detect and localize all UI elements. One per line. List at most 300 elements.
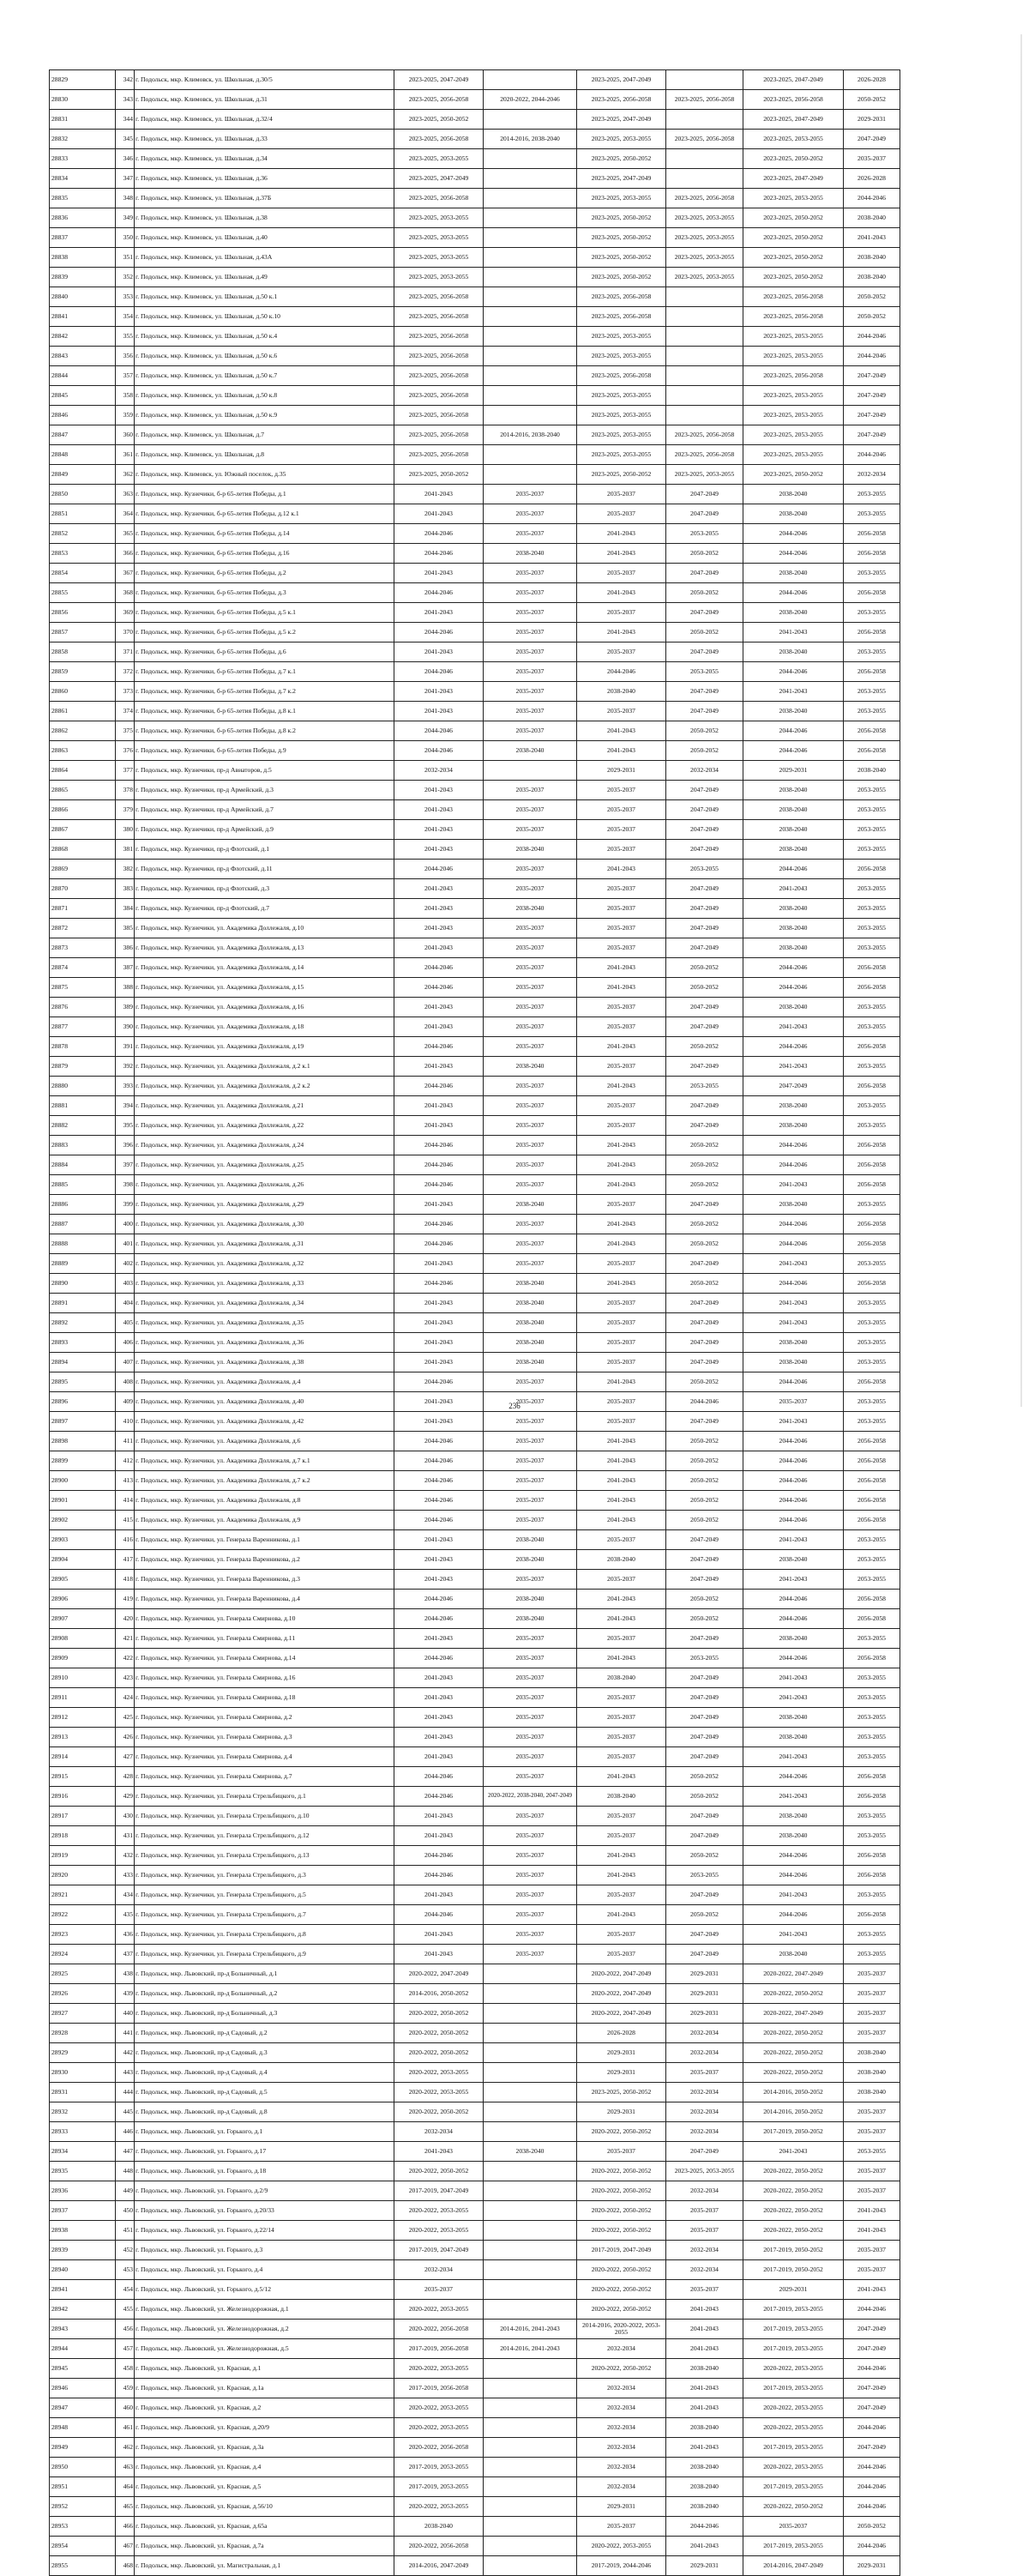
cell-period-5: 2023-2025, 2056-2058: [743, 307, 844, 327]
cell-period-6: 2041-2043: [844, 2221, 900, 2241]
table-row: [50, 741, 900, 761]
table-row: [50, 1530, 900, 1550]
cell-period-2: 2035-2037: [484, 1728, 577, 1747]
cell-period-1: 2023-2025, 2053-2055: [394, 228, 484, 248]
row-id: 28903: [50, 1530, 116, 1550]
cell-period-5: 2038-2040: [743, 1945, 844, 1964]
table-row: [50, 386, 900, 406]
row-id: 28843: [50, 347, 116, 366]
cell-period-5: 2044-2046: [743, 1432, 844, 1451]
table-row: [50, 189, 900, 208]
row-number: 419: [116, 1590, 135, 1609]
row-address: г. Подольск, мкр. Кузнечики, пр-д Флотский, д.7: [135, 899, 394, 919]
cell-period-3: 2017-2019, 2044-2046: [577, 2556, 666, 2576]
cell-period-2: 2038-2040: [484, 899, 577, 919]
cell-period-3: 2035-2037: [577, 1096, 666, 1116]
row-id: 28868: [50, 840, 116, 860]
cell-period-6: 2035-2037: [844, 2181, 900, 2201]
cell-period-1: 2041-2043: [394, 1392, 484, 1412]
cell-period-2: 2038-2040: [484, 1530, 577, 1550]
cell-period-3: 2032-2034: [577, 2477, 666, 2497]
cell-period-2: 2014-2016, 2041-2043: [484, 2320, 577, 2339]
cell-period-1: 2017-2019, 2053-2055: [394, 2477, 484, 2497]
table-row: [50, 1826, 900, 1846]
cell-period-3: 2035-2037: [577, 564, 666, 583]
cell-period-1: 2044-2046: [394, 958, 484, 978]
table-row: [50, 1096, 900, 1116]
row-address: г. Подольск, мкр. Климовск, ул. Школьная, д.31: [135, 90, 394, 110]
cell-period-3: 2035-2037: [577, 603, 666, 623]
row-number: 378: [116, 781, 135, 800]
cell-period-6: 2053-2055: [844, 1925, 900, 1945]
table-row: [50, 2280, 900, 2300]
row-address: г. Подольск, мкр. Кузнечики, ул. Генерала Смирнова, д.18: [135, 1688, 394, 1708]
row-address: г. Подольск, мкр. Львовский, ул. Железнодорожная, д.1: [135, 2300, 394, 2320]
cell-period-5: 2044-2046: [743, 1590, 844, 1609]
cell-period-4: 2047-2049: [666, 1826, 743, 1846]
row-number: 350: [116, 228, 135, 248]
table-row: [50, 2339, 900, 2359]
cell-period-4: 2029-2031: [666, 1984, 743, 2004]
cell-period-5: 2044-2046: [743, 1471, 844, 1491]
cell-period-6: 2038-2040: [844, 268, 900, 287]
table-row: [50, 2063, 900, 2083]
row-number: 451: [116, 2221, 135, 2241]
cell-period-4: 2050-2052: [666, 1372, 743, 1392]
row-number: 426: [116, 1728, 135, 1747]
row-address: г. Подольск, мкр. Кузнечики, ул. Генерала Варенникова, д.4: [135, 1590, 394, 1609]
cell-period-2: 2035-2037: [484, 1649, 577, 1668]
cell-period-4: 2047-2049: [666, 564, 743, 583]
row-address: г. Подольск, мкр. Кузнечики, ул. Академика Доллежаля, д.24: [135, 1136, 394, 1155]
row-address: г. Подольск, мкр. Львовский, ул. Горького, д.3: [135, 2241, 394, 2260]
cell-period-1: 2044-2046: [394, 1590, 484, 1609]
row-id: 28910: [50, 1668, 116, 1688]
row-id: 28838: [50, 248, 116, 268]
row-address: г. Подольск, мкр. Кузнечики, ул. Академика Доллежаля, д.42: [135, 1412, 394, 1432]
row-number: 387: [116, 958, 135, 978]
table-row: [50, 2359, 900, 2379]
cell-period-1: 2044-2046: [394, 583, 484, 603]
table-row: [50, 1688, 900, 1708]
cell-period-5: 2038-2040: [743, 840, 844, 860]
cell-period-2: 2035-2037: [484, 642, 577, 662]
table-row: [50, 958, 900, 978]
row-address: г. Подольск, мкр. Кузнечики, б-р 65-летия Победы, д.6: [135, 642, 394, 662]
table-row: [50, 2181, 900, 2201]
row-id: 28899: [50, 1451, 116, 1471]
row-number: 383: [116, 879, 135, 899]
table-row: [50, 2043, 900, 2063]
table-row: [50, 1274, 900, 1294]
cell-period-5: 2035-2037: [743, 1392, 844, 1412]
cell-period-1: 2023-2025, 2047-2049: [394, 169, 484, 189]
row-address: г. Подольск, мкр. Кузнечики, ул. Генерала Стрельбицкого, д.8: [135, 1925, 394, 1945]
cell-period-1: 2041-2043: [394, 1313, 484, 1333]
cell-period-6: 2032-2034: [844, 465, 900, 485]
row-address: г. Подольск, мкр. Кузнечики, ул. Генерала Смирнова, д.4: [135, 1747, 394, 1767]
cell-period-1: 2041-2043: [394, 1807, 484, 1826]
cell-period-6: 2053-2055: [844, 1116, 900, 1136]
cell-period-6: 2056-2058: [844, 524, 900, 544]
cell-period-5: 2044-2046: [743, 860, 844, 879]
cell-period-6: 2056-2058: [844, 1037, 900, 1057]
row-id: 28927: [50, 2004, 116, 2024]
row-address: г. Подольск, мкр. Кузнечики, б-р 65-летия Победы, д.3: [135, 583, 394, 603]
table-row: [50, 583, 900, 603]
cell-period-4: 2050-2052: [666, 1590, 743, 1609]
cell-period-5: 2044-2046: [743, 958, 844, 978]
cell-period-6: 2035-2037: [844, 149, 900, 169]
table-row: [50, 2142, 900, 2162]
cell-period-2: 2035-2037: [484, 820, 577, 840]
table-row: [50, 840, 900, 860]
cell-period-4: 2047-2049: [666, 781, 743, 800]
cell-period-3: 2020-2022, 2050-2052: [577, 2359, 666, 2379]
cell-period-2: [484, 445, 577, 465]
cell-period-2: 2035-2037: [484, 1866, 577, 1885]
cell-period-1: 2044-2046: [394, 721, 484, 741]
cell-period-3: 2035-2037: [577, 998, 666, 1017]
row-number: 468: [116, 2556, 135, 2576]
table-row: [50, 149, 900, 169]
row-address: г. Подольск, мкр. Кузнечики, ул. Академика Доллежаля, д.19: [135, 1037, 394, 1057]
cell-period-6: 2047-2049: [844, 2398, 900, 2418]
table-row: [50, 1609, 900, 1629]
cell-period-6: 2047-2049: [844, 2320, 900, 2339]
cell-period-5: 2017-2019, 2053-2055: [743, 2300, 844, 2320]
row-id: 28865: [50, 781, 116, 800]
cell-period-2: [484, 228, 577, 248]
cell-period-4: 2038-2040: [666, 2477, 743, 2497]
cell-period-2: [484, 1964, 577, 1984]
row-id: 28912: [50, 1708, 116, 1728]
cell-period-3: 2041-2043: [577, 721, 666, 741]
row-id: 28871: [50, 899, 116, 919]
cell-period-1: 2044-2046: [394, 1451, 484, 1471]
cell-period-1: 2020-2022, 2053-2055: [394, 2359, 484, 2379]
cell-period-2: 2035-2037: [484, 1708, 577, 1728]
row-number: 400: [116, 1215, 135, 1234]
cell-period-5: 2023-2025, 2053-2055: [743, 130, 844, 149]
row-address: г. Подольск, мкр. Кузнечики, б-р 65-летия Победы, д.2: [135, 564, 394, 583]
row-number: 424: [116, 1688, 135, 1708]
cell-period-4: 2053-2055: [666, 860, 743, 879]
cell-period-5: 2044-2046: [743, 583, 844, 603]
cell-period-6: 2056-2058: [844, 1175, 900, 1195]
row-address: г. Подольск, мкр. Климовск, ул. Школьная, д.50 к.4: [135, 327, 394, 347]
cell-period-3: 2041-2043: [577, 623, 666, 642]
cell-period-2: 2038-2040: [484, 1274, 577, 1294]
cell-period-4: 2047-2049: [666, 603, 743, 623]
cell-period-6: 2056-2058: [844, 958, 900, 978]
cell-period-2: 2038-2040: [484, 1550, 577, 1570]
row-address: г. Подольск, мкр. Климовск, ул. Школьная, д.7: [135, 425, 394, 445]
row-id: 28839: [50, 268, 116, 287]
row-id: 28939: [50, 2241, 116, 2260]
cell-period-5: 2038-2040: [743, 1550, 844, 1570]
cell-period-5: 2044-2046: [743, 1274, 844, 1294]
row-number: 415: [116, 1511, 135, 1530]
cell-period-1: 2032-2034: [394, 2260, 484, 2280]
row-id: 28954: [50, 2537, 116, 2556]
cell-period-5: 2044-2046: [743, 1451, 844, 1471]
cell-period-3: 2038-2040: [577, 1668, 666, 1688]
row-id: 28901: [50, 1491, 116, 1511]
row-id: 28925: [50, 1964, 116, 1984]
cell-period-3: 2041-2043: [577, 524, 666, 544]
cell-period-4: [666, 366, 743, 386]
cell-period-5: 2038-2040: [743, 504, 844, 524]
cell-period-4: 2047-2049: [666, 1294, 743, 1313]
cell-period-6: 2041-2043: [844, 2201, 900, 2221]
cell-period-3: 2035-2037: [577, 1333, 666, 1353]
row-address: г. Подольск, мкр. Львовский, ул. Красная, д.2: [135, 2398, 394, 2418]
cell-period-6: 2053-2055: [844, 1294, 900, 1313]
cell-period-1: 2023-2025, 2056-2058: [394, 189, 484, 208]
row-address: г. Подольск, мкр. Кузнечики, б-р 65-летия Победы, д.1: [135, 485, 394, 504]
cell-period-6: 2053-2055: [844, 504, 900, 524]
cell-period-6: 2056-2058: [844, 1274, 900, 1294]
cell-period-3: 2038-2040: [577, 1787, 666, 1807]
cell-period-6: 2050-2052: [844, 307, 900, 327]
cell-period-5: 2038-2040: [743, 1708, 844, 1728]
cell-period-2: 2035-2037: [484, 1392, 577, 1412]
cell-period-2: [484, 2201, 577, 2221]
table-row: [50, 2122, 900, 2142]
cell-period-5: 2038-2040: [743, 1629, 844, 1649]
cell-period-5: 2020-2022, 2050-2052: [743, 2497, 844, 2517]
row-id: 28872: [50, 919, 116, 938]
cell-period-1: 2014-2016, 2047-2049: [394, 2556, 484, 2576]
row-address: г. Подольск, мкр. Кузнечики, ул. Академика Доллежаля, д.32: [135, 1254, 394, 1274]
row-number: 404: [116, 1294, 135, 1313]
cell-period-3: 2041-2043: [577, 1609, 666, 1629]
cell-period-3: 2020-2022, 2047-2049: [577, 1984, 666, 2004]
cell-period-3: 2020-2022, 2047-2049: [577, 1964, 666, 1984]
table-row: [50, 800, 900, 820]
row-address: г. Подольск, мкр. Климовск, ул. Школьная, д.34: [135, 149, 394, 169]
cell-period-5: 2038-2040: [743, 919, 844, 938]
cell-period-3: 2023-2025, 2047-2049: [577, 70, 666, 90]
cell-period-4: 2047-2049: [666, 1550, 743, 1570]
row-id: 28895: [50, 1372, 116, 1392]
cell-period-2: 2035-2037: [484, 603, 577, 623]
cell-period-2: 2038-2040: [484, 2142, 577, 2162]
cell-period-2: 2035-2037: [484, 1846, 577, 1866]
row-address: г. Подольск, мкр. Львовский, ул. Горького, д.17: [135, 2142, 394, 2162]
table-row: [50, 1037, 900, 1057]
table-row: [50, 1155, 900, 1175]
cell-period-2: [484, 2043, 577, 2063]
cell-period-1: 2041-2043: [394, 1294, 484, 1313]
table-row: [50, 1570, 900, 1590]
row-id: 28890: [50, 1274, 116, 1294]
cell-period-1: 2014-2016, 2050-2052: [394, 1984, 484, 2004]
cell-period-1: 2020-2022, 2047-2049: [394, 1964, 484, 1984]
row-address: г. Подольск, мкр. Климовск, ул. Школьная, д.32/4: [135, 110, 394, 130]
table-row: [50, 919, 900, 938]
cell-period-6: 2038-2040: [844, 2063, 900, 2083]
cell-period-3: 2023-2025, 2053-2055: [577, 406, 666, 425]
cell-period-3: 2020-2022, 2047-2049: [577, 2004, 666, 2024]
cell-period-2: 2035-2037: [484, 623, 577, 642]
row-address: г. Подольск, мкр. Кузнечики, ул. Генерала Стрельбицкого, д.3: [135, 1866, 394, 1885]
row-address: г. Подольск, мкр. Кузнечики, ул. Генерала Варенникова, д.1: [135, 1530, 394, 1550]
row-id: 28866: [50, 800, 116, 820]
table-row: [50, 2102, 900, 2122]
cell-period-5: 2023-2025, 2047-2049: [743, 70, 844, 90]
row-address: г. Подольск, мкр. Кузнечики, б-р 65-летия Победы, д.14: [135, 524, 394, 544]
row-address: г. Подольск, мкр. Кузнечики, ул. Академика Доллежаля, д.30: [135, 1215, 394, 1234]
cell-period-3: 2029-2031: [577, 2043, 666, 2063]
cell-period-3: 2023-2025, 2050-2052: [577, 268, 666, 287]
row-address: г. Подольск, мкр. Львовский, ул. Горького, д.2/9: [135, 2181, 394, 2201]
cell-period-6: 2044-2046: [844, 2497, 900, 2517]
cell-period-6: 2035-2037: [844, 2122, 900, 2142]
row-address: г. Подольск, мкр. Львовский, ул. Горького, д.1: [135, 2122, 394, 2142]
cell-period-2: [484, 307, 577, 327]
row-number: 430: [116, 1807, 135, 1826]
cell-period-6: 2053-2055: [844, 840, 900, 860]
row-address: г. Подольск, мкр. Кузнечики, пр-д Флотский, д.3: [135, 879, 394, 899]
table-row: [50, 544, 900, 564]
row-id: 28938: [50, 2221, 116, 2241]
cell-period-1: 2041-2043: [394, 1728, 484, 1747]
cell-period-2: 2035-2037: [484, 485, 577, 504]
cell-period-6: 2053-2055: [844, 1668, 900, 1688]
cell-period-6: 2041-2043: [844, 2280, 900, 2300]
row-address: г. Подольск, мкр. Львовский, ул. Горького, д.4: [135, 2260, 394, 2280]
row-address: г. Подольск, мкр. Кузнечики, б-р 65-летия Победы, д.8 к.1: [135, 702, 394, 721]
table-row: [50, 1491, 900, 1511]
cell-period-6: 2056-2058: [844, 544, 900, 564]
table-row: [50, 2477, 900, 2497]
cell-period-2: 2020-2022, 2044-2046: [484, 90, 577, 110]
cell-period-6: 2035-2037: [844, 2260, 900, 2280]
cell-period-4: 2047-2049: [666, 899, 743, 919]
row-address: г. Подольск, мкр. Кузнечики, б-р 65-летия Победы, д.16: [135, 544, 394, 564]
cell-period-1: 2032-2034: [394, 761, 484, 781]
row-number: 425: [116, 1708, 135, 1728]
cell-period-6: 2053-2055: [844, 642, 900, 662]
cell-period-4: 2038-2040: [666, 2359, 743, 2379]
row-id: 28946: [50, 2379, 116, 2398]
row-number: 414: [116, 1491, 135, 1511]
row-address: г. Подольск, мкр. Кузнечики, ул. Генерала Смирнова, д.11: [135, 1629, 394, 1649]
cell-period-2: [484, 761, 577, 781]
cell-period-3: 2041-2043: [577, 958, 666, 978]
row-id: 28909: [50, 1649, 116, 1668]
row-address: г. Подольск, мкр. Кузнечики, ул. Генерала Стрельбицкого, д.9: [135, 1945, 394, 1964]
cell-period-4: 2050-2052: [666, 1787, 743, 1807]
cell-period-4: 2050-2052: [666, 741, 743, 761]
row-number: 444: [116, 2083, 135, 2102]
row-id: 28853: [50, 544, 116, 564]
cell-period-3: 2041-2043: [577, 978, 666, 998]
cell-period-6: 2053-2055: [844, 1392, 900, 1412]
row-id: 28945: [50, 2359, 116, 2379]
table-row: [50, 90, 900, 110]
cell-period-1: 2038-2040: [394, 2517, 484, 2537]
cell-period-1: 2041-2043: [394, 1017, 484, 1037]
cell-period-1: 2041-2043: [394, 998, 484, 1017]
cell-period-2: 2035-2037: [484, 583, 577, 603]
cell-period-3: 2026-2028: [577, 2024, 666, 2043]
row-number: 368: [116, 583, 135, 603]
cell-period-5: 2023-2025, 2047-2049: [743, 110, 844, 130]
cell-period-3: 2035-2037: [577, 642, 666, 662]
cell-period-3: 2041-2043: [577, 1451, 666, 1471]
cell-period-6: 2056-2058: [844, 1136, 900, 1155]
cell-period-5: 2041-2043: [743, 1570, 844, 1590]
cell-period-5: 2020-2022, 2047-2049: [743, 1964, 844, 1984]
cell-period-4: 2047-2049: [666, 919, 743, 938]
cell-period-1: 2044-2046: [394, 1846, 484, 1866]
row-id: 28857: [50, 623, 116, 642]
cell-period-2: [484, 2497, 577, 2517]
cell-period-3: 2038-2040: [577, 1550, 666, 1570]
cell-period-5: 2044-2046: [743, 1649, 844, 1668]
table-row: [50, 642, 900, 662]
cell-period-4: 2047-2049: [666, 1668, 743, 1688]
row-id: 28892: [50, 1313, 116, 1333]
row-id: 28875: [50, 978, 116, 998]
table-row: [50, 761, 900, 781]
row-number: 393: [116, 1077, 135, 1096]
cell-period-5: 2044-2046: [743, 1155, 844, 1175]
row-address: г. Подольск, мкр. Кузнечики, ул. Генерала Смирнова, д.10: [135, 1609, 394, 1629]
cell-period-1: 2023-2025, 2050-2052: [394, 110, 484, 130]
row-address: г. Подольск, мкр. Климовск, ул. Школьная, д.40: [135, 228, 394, 248]
table-row: [50, 1215, 900, 1234]
row-number: 364: [116, 504, 135, 524]
row-id: 28894: [50, 1353, 116, 1372]
table-row: [50, 1116, 900, 1136]
cell-period-5: 2041-2043: [743, 1688, 844, 1708]
cell-period-5: 2017-2019, 2053-2055: [743, 2537, 844, 2556]
row-number: 373: [116, 682, 135, 702]
row-id: 28842: [50, 327, 116, 347]
cell-period-4: 2047-2049: [666, 1057, 743, 1077]
row-address: г. Подольск, мкр. Кузнечики, ул. Академика Доллежаля, д.34: [135, 1294, 394, 1313]
cell-period-3: 2035-2037: [577, 879, 666, 899]
table-row: [50, 721, 900, 741]
cell-period-5: 2041-2043: [743, 1294, 844, 1313]
cell-period-4: 2050-2052: [666, 623, 743, 642]
cell-period-4: 2050-2052: [666, 1451, 743, 1471]
cell-period-6: 2035-2037: [844, 1964, 900, 1984]
cell-period-3: 2035-2037: [577, 1826, 666, 1846]
cell-period-3: 2020-2022, 2050-2052: [577, 2181, 666, 2201]
table-row: [50, 524, 900, 544]
cell-period-5: 2041-2043: [743, 1175, 844, 1195]
cell-period-6: 2026-2028: [844, 70, 900, 90]
row-address: г. Подольск, мкр. Кузнечики, ул. Академика Доллежаля, д.10: [135, 919, 394, 938]
table-row: [50, 682, 900, 702]
cell-period-6: 2053-2055: [844, 781, 900, 800]
table-row: [50, 2398, 900, 2418]
row-address: г. Подольск, мкр. Львовский, ул. Красная, д.1: [135, 2359, 394, 2379]
cell-period-6: 2047-2049: [844, 2379, 900, 2398]
cell-period-1: 2044-2046: [394, 544, 484, 564]
row-number: 355: [116, 327, 135, 347]
row-id: 28851: [50, 504, 116, 524]
row-address: г. Подольск, мкр. Кузнечики, ул. Академика Доллежаля, д.22: [135, 1116, 394, 1136]
row-number: 441: [116, 2024, 135, 2043]
cell-period-2: [484, 2122, 577, 2142]
cell-period-3: 2023-2025, 2050-2052: [577, 228, 666, 248]
